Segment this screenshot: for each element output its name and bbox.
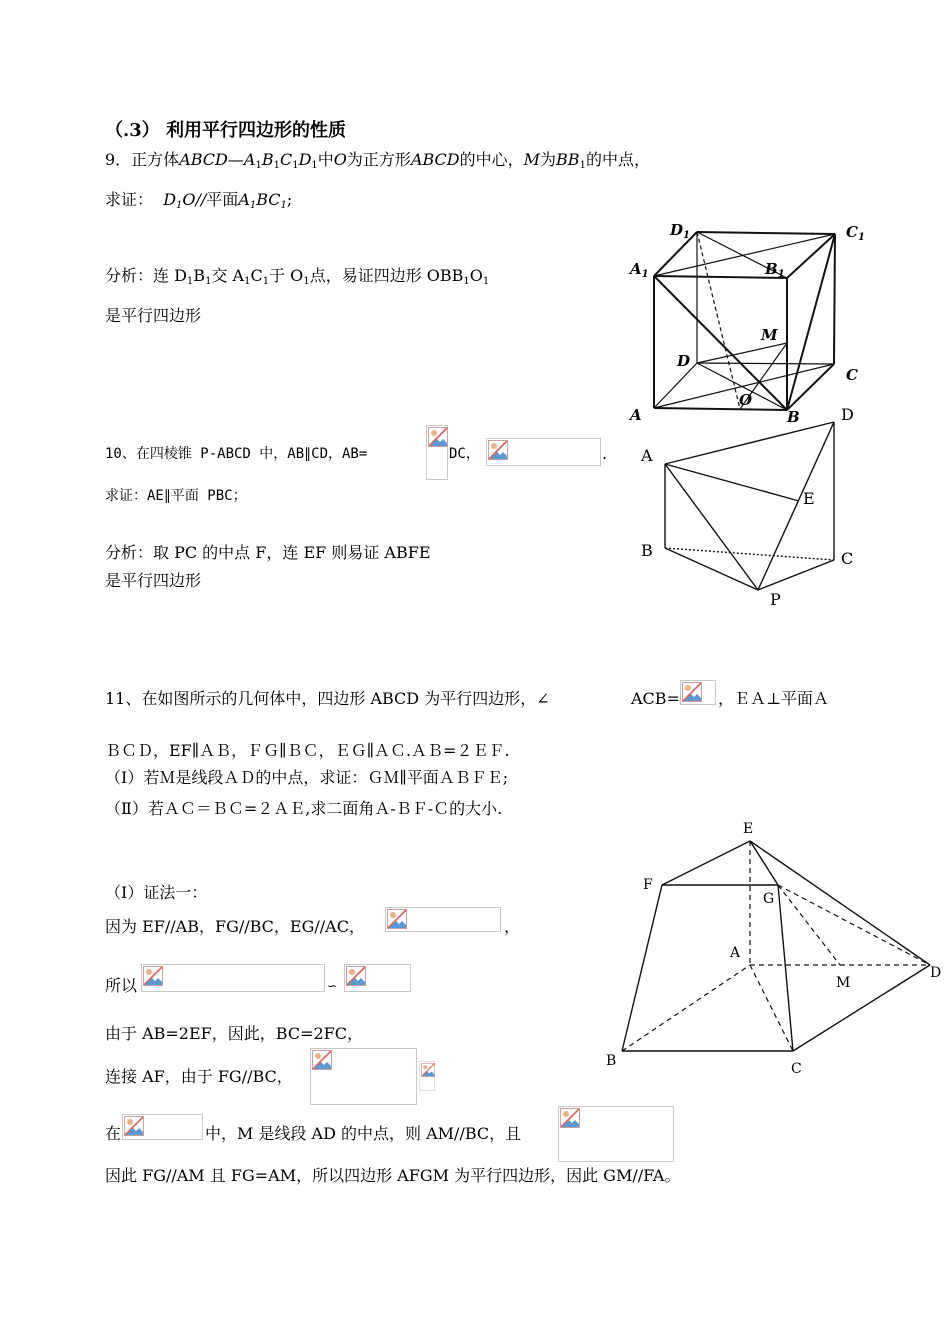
edge-d-c [697,363,834,364]
image-placeholder-icon [387,909,407,929]
image-placeholder-icon [421,1063,435,1077]
image-placeholder-icon [488,440,508,460]
label-o: O [739,391,753,409]
formula-image-8 [419,1061,435,1091]
diag-a1-c1 [654,234,835,276]
formula-image-9 [122,1114,203,1140]
problem-10-analysis-line2: 是平行四边形 [105,571,202,590]
problem-9-statement: 9．正方体$ABCD—A_1B_1C_1D_1$中O为正方形ABCD的中心，M为$BB_1$的中点， [105,150,650,171]
problem-10-prove: 求证：AE∥平面 PBC； [105,488,247,504]
problem-10-analysis: 分析：取 PC 的中点 F，连 EF 则易证 ABFE [105,543,431,562]
formula-image-3 [680,680,716,705]
problem-10-period: . [602,444,608,463]
edge-c-d [793,965,930,1051]
image-placeholder-icon [346,966,366,986]
problem-11-line1-c: ，ＥＡ⊥平面Ａ [718,689,830,708]
formula-image-4 [385,907,501,932]
label-c: C [846,366,858,384]
edge-e-d [750,841,930,965]
solution-line5-a: 在 [105,1124,122,1143]
segment-a-e [665,464,799,501]
segment-d-m [697,343,787,363]
formula-image-6 [344,964,411,992]
label-a: A [641,446,653,465]
label-b: B [606,1053,617,1069]
edge-b-a [622,965,750,1051]
edge-b-c-hidden [665,548,834,560]
formula-image-1 [426,425,448,480]
problem-11-line1-a: 11、在如图所示的几何体中，四边形 ABCD 为平行四边形，∠ [105,689,550,708]
problem-11-part2: （Ⅱ）若ＡＣ＝ＢＣ=２ＡＥ,求二面角Ａ-ＢＦ-Ｃ的大小. [105,799,503,818]
edge-b1-c1 [787,234,835,278]
formula-image-5 [141,964,325,992]
section-heading: （.3） 利用平行四边形的性质 [105,120,347,141]
label-b: B [641,541,653,560]
formula-image-7 [310,1048,417,1105]
label-b1: $B_1$ [765,260,785,280]
edge-a-d [665,422,834,464]
image-placeholder-icon [143,966,163,986]
solution-line4: 连接 AF，由于 FG//BC， [105,1067,293,1086]
image-placeholder-icon [312,1050,332,1070]
edge-b-c1 [787,234,835,410]
label-c: C [791,1061,802,1077]
image-placeholder-icon [124,1116,144,1136]
problem-11-line1-b: ACB= [631,689,680,708]
edge-f-e [662,841,750,885]
edge-g-c [778,885,793,1051]
solution-line1-a: 因为 EF//AB，FG//BC，EG//AC， [105,917,365,936]
problem-9-prove: 求证： $D_1O//$平面$A_1BC_1$; [105,190,293,211]
problem-10-line1-a: 10、在四棱锥 P-ABCD 中，AB∥CD，AB= [105,446,368,462]
segment-g-d [778,885,930,965]
label-c1: $C_1$ [846,223,865,243]
image-placeholder-icon [560,1108,580,1128]
label-b: B [787,408,800,426]
label-m: M [836,975,851,991]
edge-c1-c [834,234,835,364]
cube-figure [600,215,880,430]
label-d: D [930,965,942,981]
label-f: F [643,877,653,893]
edge-a-p [665,464,758,590]
solution-line3: 由于 AB=2EF，因此，BC=2FC， [105,1024,363,1043]
solution-title: （Ⅰ）证法一： [105,883,208,902]
edge-d1-c1 [697,232,835,234]
label-d1: $D_1$ [670,221,690,241]
label-d: D [841,405,854,424]
label-a: A [730,945,741,961]
label-g: G [763,891,775,907]
label-p: P [770,590,781,609]
image-placeholder-icon [428,427,448,447]
label-a: A [630,406,642,424]
pyramid-figure [630,400,870,615]
label-e: E [803,489,815,508]
label-d: D [677,352,691,370]
label-a1: $A_1$ [630,260,649,280]
solution-line2-a: 所以 [105,976,138,995]
solution-line1-b: ， [504,917,521,936]
label-c: C [841,549,854,568]
polyhedron-figure [600,815,945,1077]
edge-b-p [665,548,758,590]
formula-image-10 [558,1106,674,1162]
solution-similar-sign: ∽ [327,979,338,993]
problem-10-line1-b: DC， [449,446,480,462]
edge-f-b [622,885,662,1051]
formula-image-2 [486,438,601,466]
solution-line6: 因此 FG//AM 且 FG=AM，所以四边形 AFGM 为平行四边形，因此 GM//FA。 [105,1166,681,1185]
problem-11-line2: ＢＣＤ，EF∥ＡＢ，ＦＧ∥ＢＣ，ＥＧ∥ＡＣ.ＡＢ=２ＥＦ. [105,741,510,760]
problem-11-part1: （Ⅰ）若Ｍ是线段ＡＤ的中点，求证：ＧＭ∥平面ＡＢＦＥ; [105,768,509,787]
label-e: E [743,821,754,837]
edge-e-g [750,841,778,885]
label-m: M [761,326,778,344]
image-placeholder-icon [682,682,702,702]
solution-line5-b: 中，M 是线段 AD 的中点，则 AM//BC，且 [205,1124,522,1143]
problem-9-analysis-line2: 是平行四边形 [105,306,202,325]
problem-9-analysis: 分析：连 $D_1B_1$交 $A_1C_1$于 $O_1$点，易证四边形 $OBB_1O_1$ [105,266,490,287]
